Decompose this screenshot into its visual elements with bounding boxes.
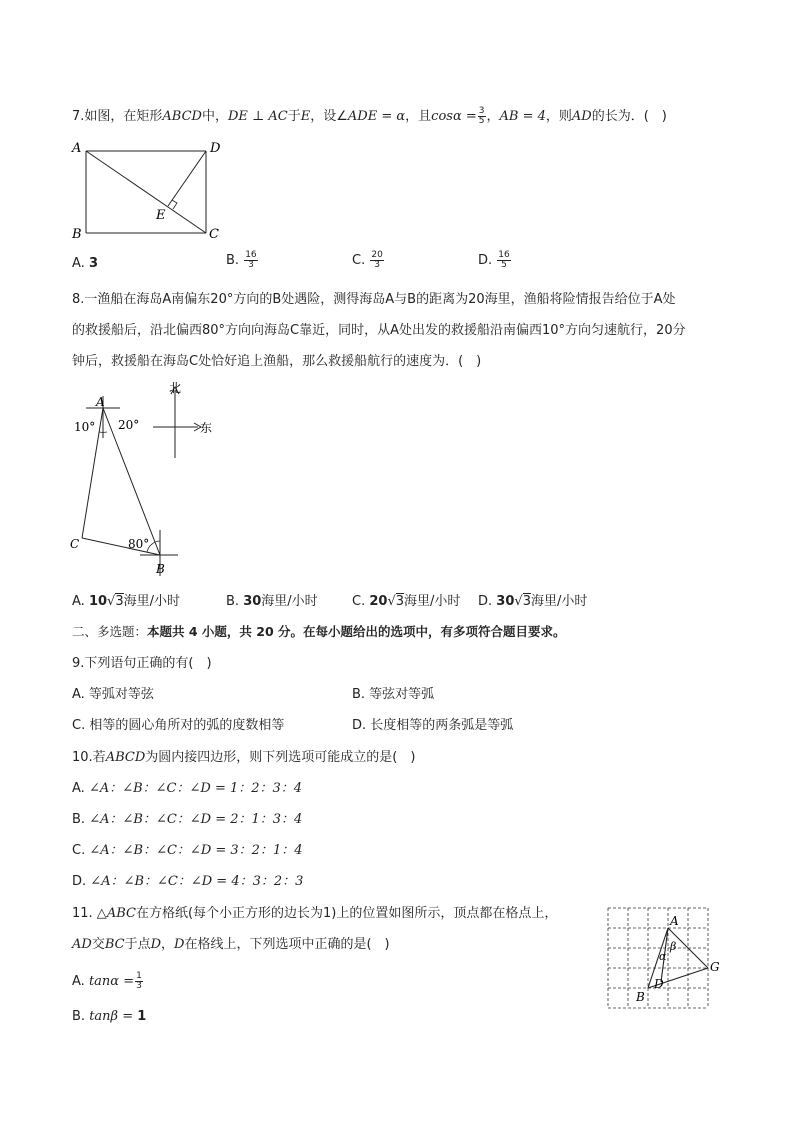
q7-text: 中， (201, 109, 228, 124)
option-ratio: ∠A：∠B：∠C：∠D = 2：1：3：4 (89, 812, 303, 827)
q11-label-b: B (636, 990, 645, 1004)
option-label: D. (72, 874, 87, 889)
q7-cos-fraction (478, 107, 486, 126)
q11-point: D (174, 937, 185, 952)
q7-label-e: E (156, 208, 166, 223)
q9-option-c[interactable]: C. 相等的圆心角所对的弧的度数相等 (72, 718, 285, 733)
q8-option-a[interactable] (72, 593, 180, 611)
option-ratio: ∠A：∠B：∠C：∠D = 1：2：3：4 (88, 781, 303, 796)
option-fraction (370, 251, 383, 270)
q8-option-c[interactable] (352, 593, 460, 611)
q7-label-c: C (209, 227, 219, 242)
option-label: D. (478, 594, 493, 609)
q10-text: 10.若 (72, 750, 106, 765)
fraction-numerator: 3 (478, 106, 485, 116)
q7-text: ，且 (405, 109, 432, 124)
q7-stem (72, 107, 667, 126)
option-label: A. (72, 974, 85, 989)
q8-stem-line2: 的救援船后，沿北偏西80°方向向海岛C靠近，同时，从A处出发的救援船沿南偏西10°方向匀速航行，20分 (72, 323, 686, 338)
option-unit: 海里/小时 (404, 594, 461, 609)
fraction-denominator: 3 (136, 981, 142, 991)
option-label: C. (72, 843, 86, 858)
q10-stem (72, 749, 415, 767)
sqrt-symbol: √ (387, 594, 396, 609)
q10-text: 为圆内接四边形，则下列选项可能成立的是( ) (145, 750, 416, 765)
alpha-label: α (659, 950, 667, 963)
angle-80-label: 80° (128, 537, 150, 551)
east-label: 东 (200, 421, 213, 435)
q7-ad: AD (571, 109, 592, 124)
q11-option-b[interactable] (72, 1008, 146, 1026)
option-expression: tanβ = (89, 1009, 134, 1024)
option-unit: 海里/小时 (123, 594, 180, 609)
option-label: B. (226, 253, 240, 268)
fraction-numerator: 20 (371, 250, 383, 260)
option-radicand: 3 (115, 594, 124, 609)
q11-segment: BC (104, 937, 125, 952)
q7-rectangle-figure (66, 138, 236, 248)
option-label: C. (352, 594, 366, 609)
angle-10-label: 10° (74, 420, 96, 434)
option-label: B. (72, 812, 86, 827)
angle-20-label: 20° (118, 418, 140, 432)
q10-option-c[interactable] (72, 842, 302, 860)
q7-text: 于 (287, 109, 301, 124)
fraction-denominator: 5 (478, 116, 485, 126)
q9-option-b[interactable]: B. 等弦对等弧 (352, 687, 435, 702)
option-unit: 海里/小时 (261, 594, 318, 609)
option-coefficient: 30 (496, 594, 515, 609)
q7-option-d[interactable] (478, 251, 512, 270)
option-label: C. (352, 253, 366, 268)
option-label: B. (226, 594, 240, 609)
q11-option-a[interactable] (72, 972, 144, 991)
q8-label-c: C (70, 537, 80, 551)
sqrt-symbol: √ (107, 594, 116, 609)
fraction-denominator: 3 (248, 260, 254, 270)
option-value: 3 (88, 256, 98, 271)
q11-label-d: D (654, 977, 664, 991)
option-ratio: ∠A：∠B：∠C：∠D = 4：3：2：3 (90, 874, 304, 889)
q10-option-d[interactable] (72, 873, 303, 891)
north-label: 北 (169, 381, 182, 395)
q7-text: 7.如图，在矩形 (72, 109, 163, 124)
q11-stem-line1 (72, 905, 557, 923)
section-2-header (72, 623, 566, 641)
q11-triangle-name: ABC (106, 906, 136, 921)
q11-text: 11. △ (72, 906, 107, 921)
q7-option-a[interactable] (72, 255, 98, 273)
q10-option-b[interactable] (72, 811, 302, 829)
option-unit: 海里/小时 (530, 594, 588, 609)
option-ratio: ∠A：∠B：∠C：∠D = 3：2：1：4 (89, 843, 303, 858)
sqrt-symbol: √ (514, 594, 523, 609)
option-fraction (244, 251, 257, 270)
fraction-numerator: 1 (136, 971, 142, 981)
q8-option-d[interactable] (478, 593, 587, 611)
q9-option-d[interactable]: D. 长度相等的两条弧是等弧 (352, 718, 514, 733)
q11-text: ， (161, 937, 175, 952)
option-fraction (135, 972, 143, 991)
q7-rect-name: ABCD (162, 109, 202, 124)
q11-segment: AD (72, 937, 92, 952)
q9-stem: 9.下列语句正确的有( ) (72, 656, 212, 671)
option-label: B. (72, 1009, 86, 1024)
option-coefficient: 20 (369, 594, 388, 609)
q7-option-c[interactable] (352, 251, 385, 270)
q7-perp: DE ⊥ AC (227, 109, 288, 124)
q8-label-b: B (156, 562, 165, 576)
option-label: D. (478, 253, 493, 268)
fraction-denominator: 5 (501, 260, 507, 270)
q10-quad-name: ABCD (105, 750, 146, 765)
option-radicand: 3 (522, 594, 531, 609)
option-value: 30 (243, 594, 262, 609)
q11-label-a: A (670, 914, 679, 928)
option-label: A. (72, 781, 85, 796)
q7-text: ， (486, 109, 500, 124)
q11-label-g: G (710, 960, 720, 974)
q11-text: 在方格纸(每个小正方形的边长为1)上的位置如图所示，顶点都在格点上， (135, 906, 558, 921)
q8-option-b[interactable] (226, 593, 318, 611)
option-fraction (497, 251, 510, 270)
q7-label-d: D (210, 141, 221, 156)
q7-angle: ADE = α (347, 109, 406, 124)
q11-stem-line2 (72, 936, 390, 954)
q7-cos: cosα = (431, 109, 477, 124)
q7-point-e: E (300, 109, 311, 124)
q8-navigation-figure (66, 378, 226, 578)
q7-ab: AB = 4 (499, 109, 546, 124)
q11-text: 在格线上，下列选项中正确的是( ) (184, 937, 390, 952)
fraction-denominator: 3 (374, 260, 380, 270)
q10-option-a[interactable] (72, 780, 302, 798)
q11-point: D (150, 937, 162, 952)
section-title: 二、多选题： (72, 624, 148, 639)
q7-label-b: B (72, 227, 82, 242)
option-label: A. (72, 256, 85, 271)
q7-text: ，则 (545, 109, 572, 124)
option-radicand: 3 (395, 594, 405, 609)
option-value: 1 (137, 1009, 147, 1024)
q8-stem-line1: 8.一渔船在海岛A南偏东20°方向的B处遇险，测得海岛A与B的距离为20海里，渔船将险情报告给位于A处 (72, 292, 676, 307)
q11-text: 于点 (124, 937, 151, 952)
fraction-numerator: 16 (498, 250, 510, 260)
q7-text: ，设∠ (310, 109, 348, 124)
q7-label-a: A (72, 141, 82, 156)
section-description: 本题共 4 小题，共 20 分。在每小题给出的选项中，有多项符合题目要求。 (147, 624, 566, 639)
q7-text: 的长为．( ) (591, 109, 667, 124)
fraction-numerator: 16 (245, 250, 257, 260)
option-coefficient: 10 (88, 594, 108, 609)
q11-grid-figure (604, 904, 726, 1010)
option-label: A. (72, 594, 85, 609)
q11-text: 交 (91, 937, 105, 952)
q7-option-b[interactable] (226, 251, 259, 270)
q8-stem-line3: 钟后，救援船在海岛C处恰好追上渔船，那么救援船航行的速度为．( ) (72, 354, 482, 369)
q9-option-a[interactable]: A. 等弧对等弦 (72, 687, 154, 702)
beta-label: β (670, 940, 677, 953)
q8-label-a: A (96, 395, 105, 409)
option-expression: tanα = (88, 974, 135, 989)
